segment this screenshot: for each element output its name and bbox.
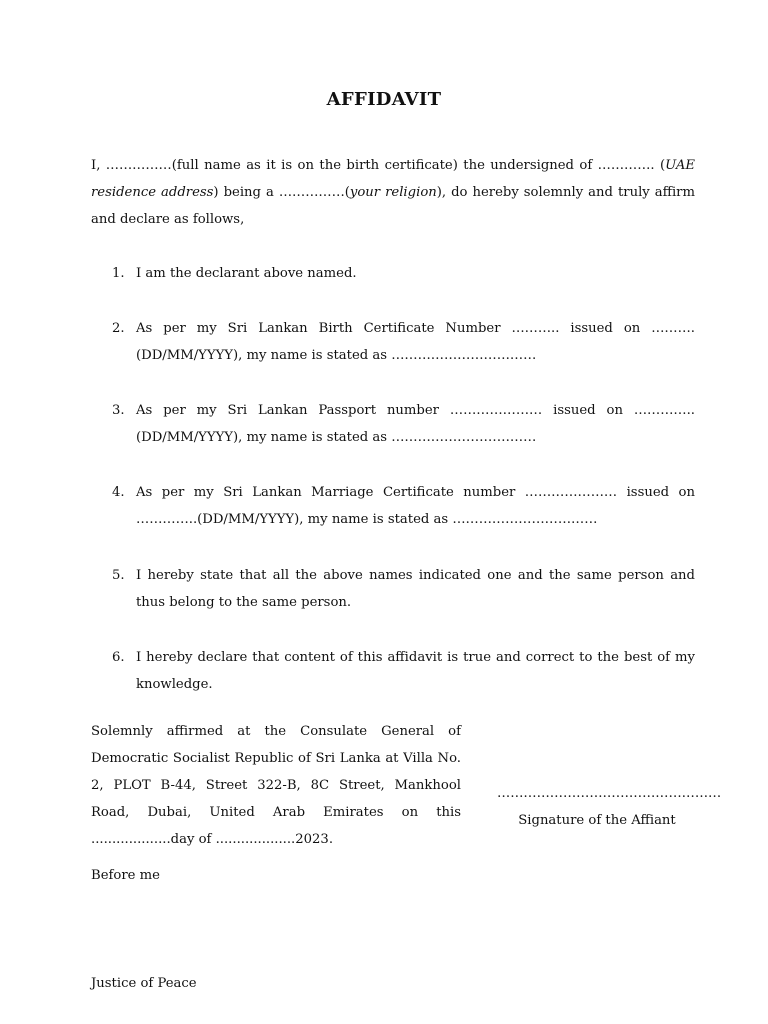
signature-line: …………………………………………… <box>497 786 722 801</box>
justice-of-peace-label: Justice of Peace <box>91 976 197 991</box>
intro-emphasis-religion: your religion <box>349 185 437 200</box>
intro-paragraph <box>91 152 695 233</box>
list-item-text: I am the declarant above named. <box>136 266 357 281</box>
list-item-number: 3. <box>112 403 125 418</box>
list-item-number: 4. <box>112 485 125 500</box>
affirmation-paragraph: Solemnly affirmed at the Consulate General of Democratic Socialist Republic of Sri Lanka at Villa No. 2, PLOT B-44, Street 322-B, 8C Street, Mankhool Road, Dubai, United Arab Emirates on this ...................day of ...................2023. <box>91 724 461 847</box>
intro-emphasis-address: UAE residence address <box>91 158 695 200</box>
list-item <box>91 397 695 451</box>
list-item <box>91 562 695 616</box>
signature-label: Signature of the Affiant <box>518 813 676 828</box>
intro-text-3: ), do hereby solemnly and truly affirm and declare as follows, <box>91 185 695 227</box>
list-item <box>91 260 695 287</box>
intro-text-2: ) being a ……………( <box>213 185 350 200</box>
intro-text-1: I, ……………(full name as it is on the birth certificate) the undersigned of …………. ( <box>91 158 666 173</box>
list-item-text: I hereby declare that content of this affidavit is true and correct to the best of my knowledge. <box>136 650 695 692</box>
list-item-text: I hereby state that all the above names indicated one and the same person and thus belong to the same person. <box>136 568 695 610</box>
list-item-number: 5. <box>112 568 125 583</box>
list-item <box>91 644 695 698</box>
list-item-number: 2. <box>112 321 125 336</box>
before-me-label: Before me <box>91 868 160 883</box>
list-item-number: 1. <box>112 266 125 281</box>
list-item-text: As per my Sri Lankan Passport number ………………… issued on …………..(DD/MM/YYYY), my name is stated as …………………………… <box>136 403 695 445</box>
list-item <box>91 479 695 533</box>
list-item <box>91 315 695 369</box>
list-item-text: As per my Sri Lankan Marriage Certificate number ………………… issued on …………..(DD/MM/YYYY), my name is stated as …………………………… <box>136 485 695 527</box>
list-item-text: As per my Sri Lankan Birth Certificate Number ……….. issued on ………. (DD/MM/YYYY), my name is stated as …………………………… <box>136 321 695 363</box>
list-item-number: 6. <box>112 650 125 665</box>
document-title: AFFIDAVIT <box>326 89 442 110</box>
